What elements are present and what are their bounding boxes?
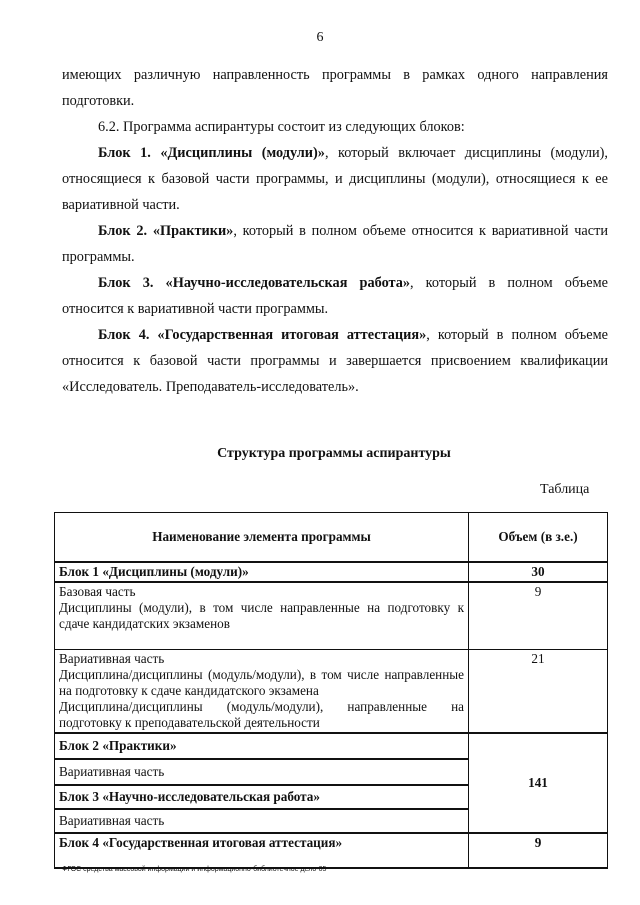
var-part-label: Вариативная часть	[59, 651, 165, 666]
table-row	[55, 582, 608, 650]
header-name-cell: Наименование элемента программы	[55, 513, 469, 563]
table-title: Структура программы аспирантуры	[217, 446, 451, 461]
block3-name-cell: Блок 3 «Научно-исследовательская работа»	[55, 785, 469, 809]
block3-var-cell: Вариативная часть	[55, 809, 469, 833]
block23-value-cell: 141	[469, 733, 608, 833]
block1-title: Блок 1. «Дисциплины (модули)»	[98, 145, 325, 161]
table-row	[55, 650, 608, 734]
footer-text: ФГОС средства массовой информации и информационно-библиотечное дело-05	[62, 866, 327, 873]
block2-text: , который в полном объеме относится к вариативной части программы.	[62, 223, 608, 265]
block4-title: Блок 4. «Государственная итоговая аттестация»	[98, 327, 427, 343]
block1-value-cell: 30	[469, 562, 608, 582]
base-part-value-cell: 9	[469, 582, 608, 650]
block3-text: , который в полном объеме относится к вариативной части программы.	[62, 275, 608, 317]
var-part-desc2: Дисциплина/дисциплины (модуль/модули), направленные на подготовку к преподавательской деятельности	[59, 699, 464, 730]
body-text	[62, 62, 608, 400]
table-row	[55, 562, 608, 582]
table-label: Таблица	[540, 482, 590, 497]
block2-paragraph	[62, 218, 608, 270]
page-number: 6	[316, 30, 324, 45]
block4-value-cell: 9	[469, 833, 608, 868]
block4-text: , который в полном объеме относится к базовой части программы и завершается присвоением квалификации «Исследователь. Преподаватель-исследователь».	[62, 327, 608, 395]
table-row	[55, 733, 608, 759]
var-part-desc1: Дисциплина/дисциплины (модуль/модули), в том числе направленные на подготовку к сдаче кандидатского экзамена	[59, 667, 464, 698]
block2-var-cell: Вариативная часть	[55, 759, 469, 785]
var-part-value-cell: 21	[469, 650, 608, 734]
block2-title: Блок 2. «Практики»	[98, 223, 234, 239]
paragraph: 6.2. Программа аспирантуры состоит из следующих блоков:	[98, 119, 465, 135]
block3-paragraph	[62, 270, 608, 322]
block1-name-cell: Блок 1 «Дисциплины (модули)»	[55, 562, 469, 582]
var-part-cell	[55, 650, 469, 734]
paragraph: имеющих различную направленность программы в рамках одного направления подготовки.	[62, 67, 608, 109]
block1-paragraph	[62, 140, 608, 218]
block4-name-cell: Блок 4 «Государственная итоговая аттестация»	[55, 833, 469, 868]
base-part-desc: Дисциплины (модули), в том числе направленные на подготовку к сдаче кандидатских экзаменов	[59, 600, 464, 631]
base-part-label: Базовая часть	[59, 584, 136, 599]
block4-paragraph	[62, 322, 608, 400]
table-header-row	[55, 513, 608, 563]
block2-name-cell: Блок 2 «Практики»	[55, 733, 469, 759]
table-row	[55, 833, 608, 868]
header-volume-cell: Объем (в з.е.)	[469, 513, 608, 563]
block3-title: Блок 3. «Научно-исследовательская работа»	[98, 275, 411, 291]
block1-text: , который включает дисциплины (модули), относящиеся к базовой части программы, и дисциплины (модули), относящиеся к ее вариативной части.	[62, 145, 608, 213]
base-part-cell	[55, 582, 469, 650]
program-structure-table	[54, 512, 608, 869]
